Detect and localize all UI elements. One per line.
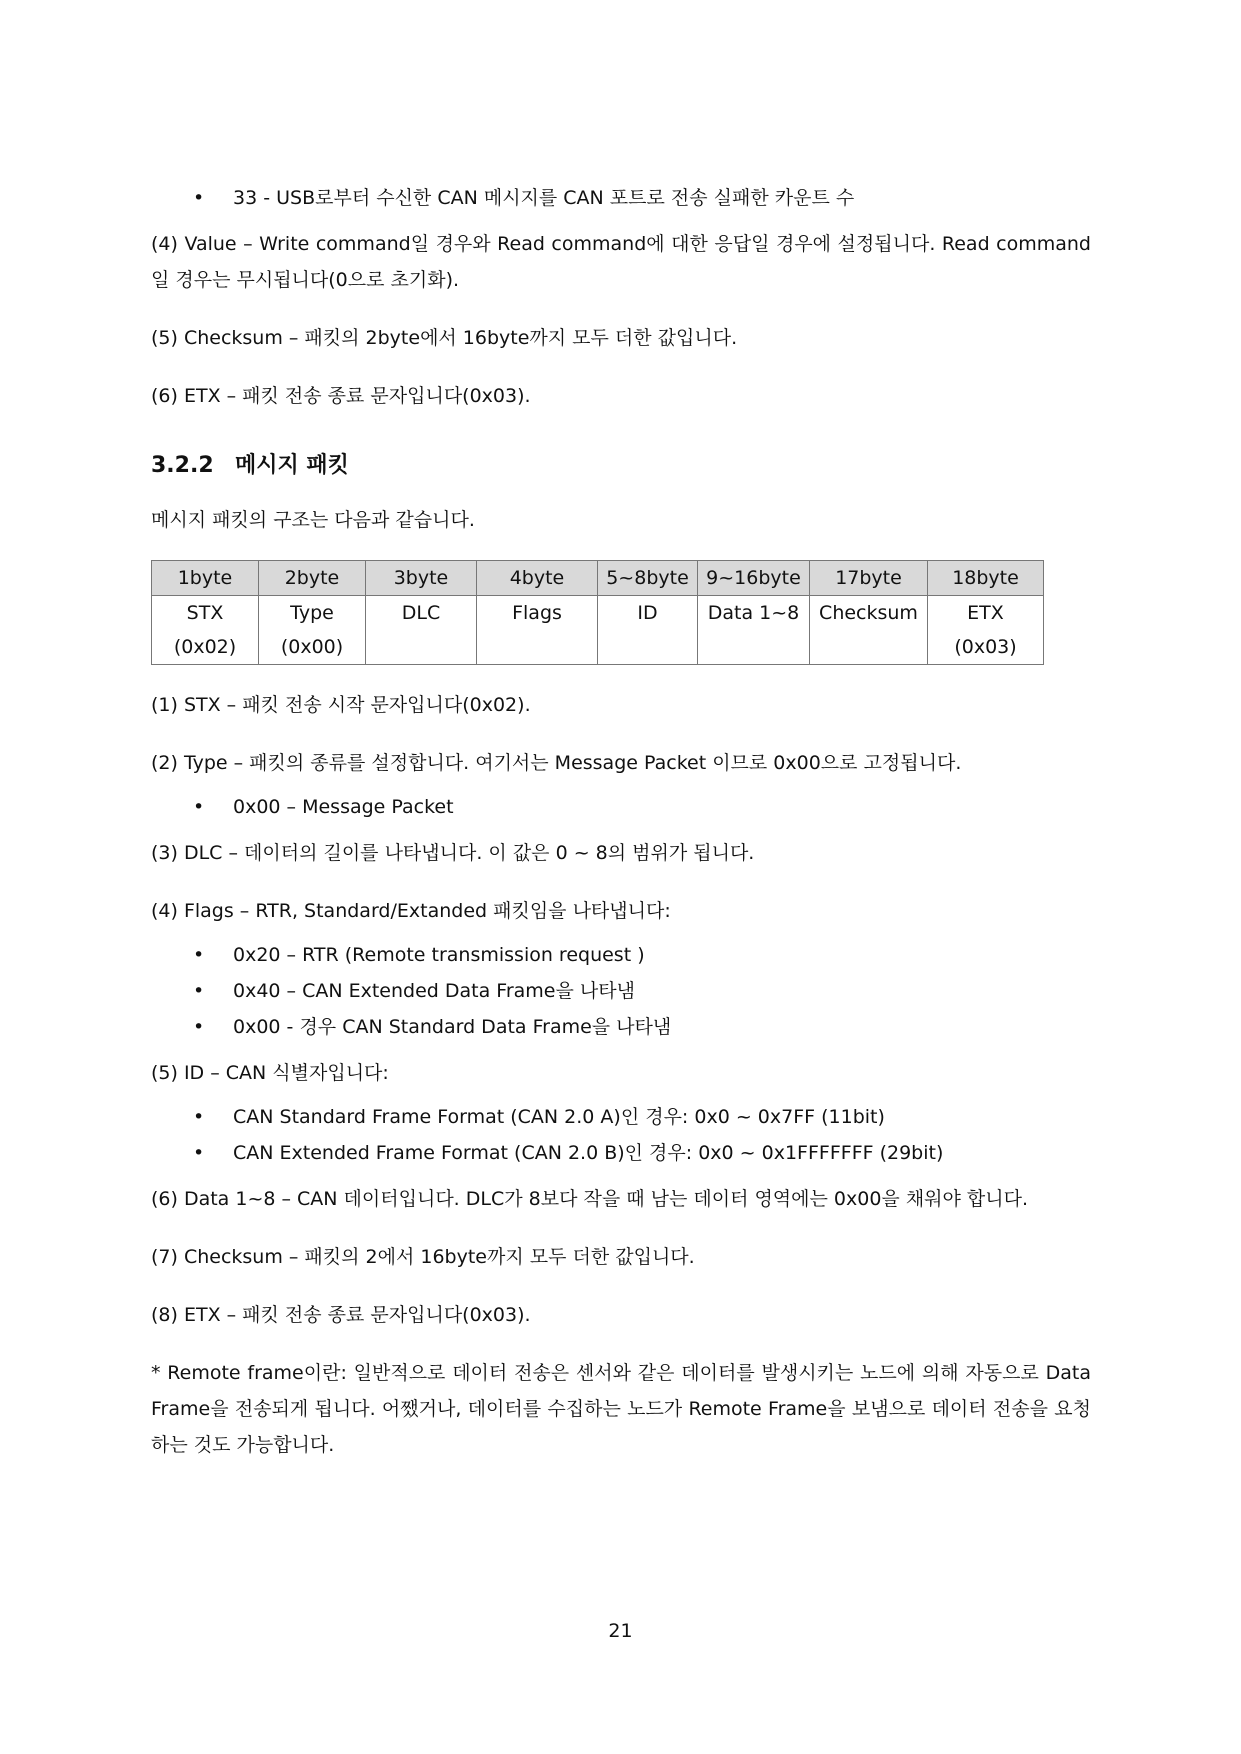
table-cell [598, 630, 698, 665]
table-cell: Data 1~8 [698, 596, 810, 631]
table-row [152, 596, 1044, 631]
table-cell [477, 630, 598, 665]
table-cell: Checksum [810, 596, 928, 631]
flags-list [151, 937, 1091, 1045]
etx-paragraph: (6) ETX – 패킷 전송 종료 문자입니다(0x03). [151, 385, 531, 407]
table-cell [810, 630, 928, 665]
table-cell: STX [152, 596, 259, 631]
remote-frame-note: * Remote frame이란: 일반적으로 데이터 전송은 센서와 같은 데이터를 발생시키는 노드에 의해 자동으로 Data Frame을 전송되게 됩니다. 어쨌거나, 데이터를 수집하는 노드가 Remote Frame을 보냄으로 데이터 전송을 요청하는 것도 가능합니다. [151, 1362, 1091, 1456]
id-list [151, 1099, 1091, 1171]
section-number: 3.2.2 [151, 453, 214, 478]
header-cell: 4byte [477, 561, 598, 596]
table-header-row [152, 561, 1044, 596]
table-cell: Flags [477, 596, 598, 631]
list-item: • 0x00 – Message Packet [151, 789, 1091, 825]
type-paragraph: (2) Type – 패킷의 종류를 설정합니다. 여기서는 Message Packet 이므로 0x00으로 고정됩니다. [151, 752, 962, 774]
type-list [151, 789, 1091, 825]
table-cell [698, 630, 810, 665]
list-item: • CAN Standard Frame Format (CAN 2.0 A)인 경우: 0x0 ~ 0x7FF (11bit) [151, 1099, 1091, 1135]
list-item: • 0x40 – CAN Extended Data Frame을 나타냄 [151, 973, 1091, 1009]
header-cell: 18byte [928, 561, 1044, 596]
section-heading [151, 448, 1091, 484]
value-paragraph: (4) Value – Write command일 경우와 Read command에 대한 응답일 경우에 설정됩니다. Read command일 경우는 무시됩니다(0으로 초기화). [151, 233, 1091, 291]
message-packet-table [151, 560, 1044, 665]
error-count-list [151, 180, 1091, 216]
header-cell: 17byte [810, 561, 928, 596]
page-number: 21 [608, 1620, 633, 1642]
etx-paragraph: (8) ETX – 패킷 전송 종료 문자입니다(0x03). [151, 1304, 531, 1326]
list-item: • 0x00 - 경우 CAN Standard Data Frame을 나타냄 [151, 1009, 1091, 1045]
checksum-paragraph: (5) Checksum – 패킷의 2byte에서 16byte까지 모두 더한 값입니다. [151, 327, 738, 349]
list-item: • 0x20 – RTR (Remote transmission request ) [151, 937, 1091, 973]
table-cell: ID [598, 596, 698, 631]
stx-paragraph: (1) STX – 패킷 전송 시작 문자입니다(0x02). [151, 694, 531, 716]
intro-paragraph: 메시지 패킷의 구조는 다음과 같습니다. [151, 509, 475, 531]
table-cell: Type [259, 596, 366, 631]
table-row [152, 630, 1044, 665]
flags-paragraph: (4) Flags – RTR, Standard/Extanded 패킷임을 나타냅니다: [151, 900, 671, 922]
table-cell: ETX [928, 596, 1044, 631]
page-content [151, 180, 1091, 1485]
header-cell: 1byte [152, 561, 259, 596]
section-title: 메시지 패킷 [235, 453, 349, 478]
checksum-paragraph: (7) Checksum – 패킷의 2에서 16byte까지 모두 더한 값입니다. [151, 1246, 695, 1268]
id-paragraph: (5) ID – CAN 식별자입니다: [151, 1062, 389, 1084]
header-cell: 5~8byte [598, 561, 698, 596]
data-paragraph: (6) Data 1~8 – CAN 데이터입니다. DLC가 8보다 작을 때 남는 데이터 영역에는 0x00을 채워야 합니다. [151, 1188, 1029, 1210]
dlc-paragraph: (3) DLC – 데이터의 길이를 나타냅니다. 이 값은 0 ~ 8의 범위가 됩니다. [151, 842, 755, 864]
table-cell: DLC [366, 596, 477, 631]
table-cell: (0x00) [259, 630, 366, 665]
table-cell [366, 630, 477, 665]
header-cell: 3byte [366, 561, 477, 596]
table-cell: (0x02) [152, 630, 259, 665]
table-cell: (0x03) [928, 630, 1044, 665]
list-item: • CAN Extended Frame Format (CAN 2.0 B)인 경우: 0x0 ~ 0x1FFFFFFF (29bit) [151, 1135, 1091, 1171]
list-item: • 33 - USB로부터 수신한 CAN 메시지를 CAN 포트로 전송 실패한 카운트 수 [151, 180, 1091, 216]
header-cell: 9~16byte [698, 561, 810, 596]
header-cell: 2byte [259, 561, 366, 596]
